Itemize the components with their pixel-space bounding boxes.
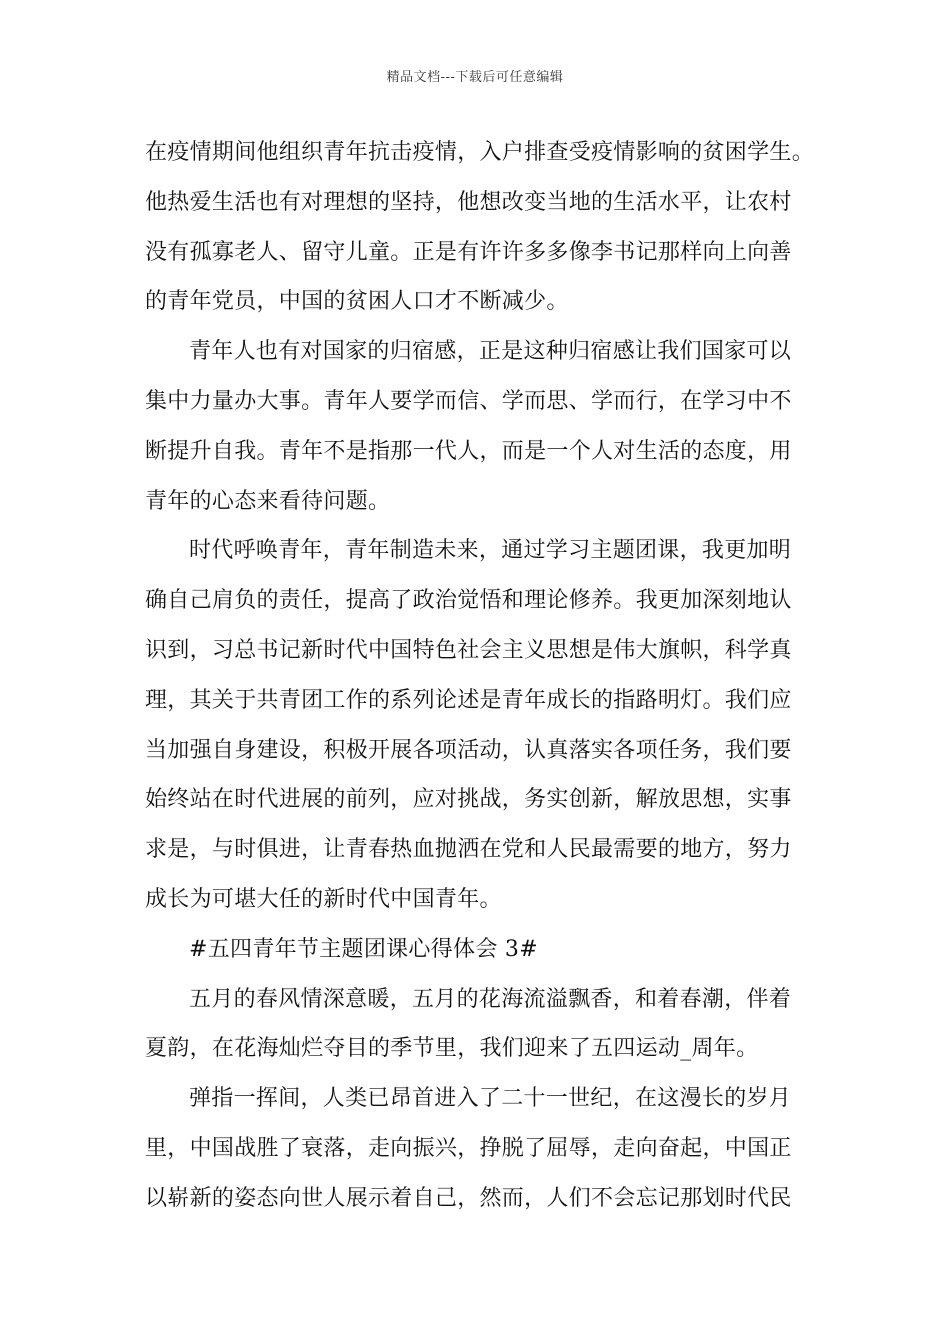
document-body [145,128,813,1224]
paragraph [145,975,813,1075]
text-line: 在疫情期间他组织青年抗击疫情，入户排查受疫情影响的贫困学生。 [145,140,815,165]
section-heading [145,925,813,975]
text-line: 时代呼唤青年，青年制造未来，通过学习主题团课，我更加明 [189,538,792,564]
text-line: 断提升自我。青年不是指那一代人，而是一个人对生活的态度，用 [145,438,792,464]
text-line: 里，中国战胜了衰落，走向振兴，挣脱了屈辱，走向奋起，中国正 [145,1135,792,1161]
text-line: 成长为可堪大任的新时代中国青年。 [145,886,502,912]
text-line: 求是，与时俱进，让青春热血抛洒在党和人民最需要的地方，努力 [145,837,792,863]
text-line: 当加强自身建设，积极开展各项活动，认真落实各项任务，我们要 [145,737,792,763]
text-line: 识到，习总书记新时代中国特色社会主义思想是伟大旗帜，科学真 [145,637,792,663]
text-line: 以崭新的姿态向世人展示着自己，然而，人们不会忘记那划时代民 [145,1185,792,1211]
text-line: 理，其关于共青团工作的系列论述是青年成长的指路明灯。我们应 [145,687,792,713]
text-line: 他热爱生活也有对理想的坚持，他想改变当地的生活水平，让农村 [145,189,792,215]
text-line: 夏韵，在花海灿烂夺目的季节里，我们迎来了五四运动_周年。 [145,1036,759,1062]
paragraph [145,1074,813,1223]
text-line: 青年的心态来看待问题。 [145,488,391,514]
text-line: 青年人也有对国家的归宿感，正是这种归宿感让我们国家可以 [189,339,792,365]
paragraph [145,327,813,526]
text-line: 的青年党员，中国的贫困人口才不断减少。 [145,289,569,315]
text-line: 五月的春风情深意暖，五月的花海流溢飘香，和着春潮，伴着 [189,986,792,1012]
text-line: 没有孤寡老人、留守儿童。正是有许许多多像李书记那样向上向善 [145,239,792,265]
paragraph [145,526,813,924]
text-line: 弹指一挥间，人类已昂首进入了二十一世纪，在这漫长的岁月 [189,1086,792,1112]
section-heading-text: #五四青年节主题团课心得体会 3# [189,936,538,962]
paragraph [145,128,813,327]
text-line: 确自己肩负的责任，提高了政治觉悟和理论修养。我更加深刻地认 [145,588,792,614]
page-header: 精品文档---下载后可任意编辑 [386,70,564,85]
text-line: 始终站在时代进展的前列，应对挑战，务实创新，解放思想，实事 [145,787,792,813]
text-line: 集中力量办大事。青年人要学而信、学而思、学而行，在学习中不 [145,388,792,414]
